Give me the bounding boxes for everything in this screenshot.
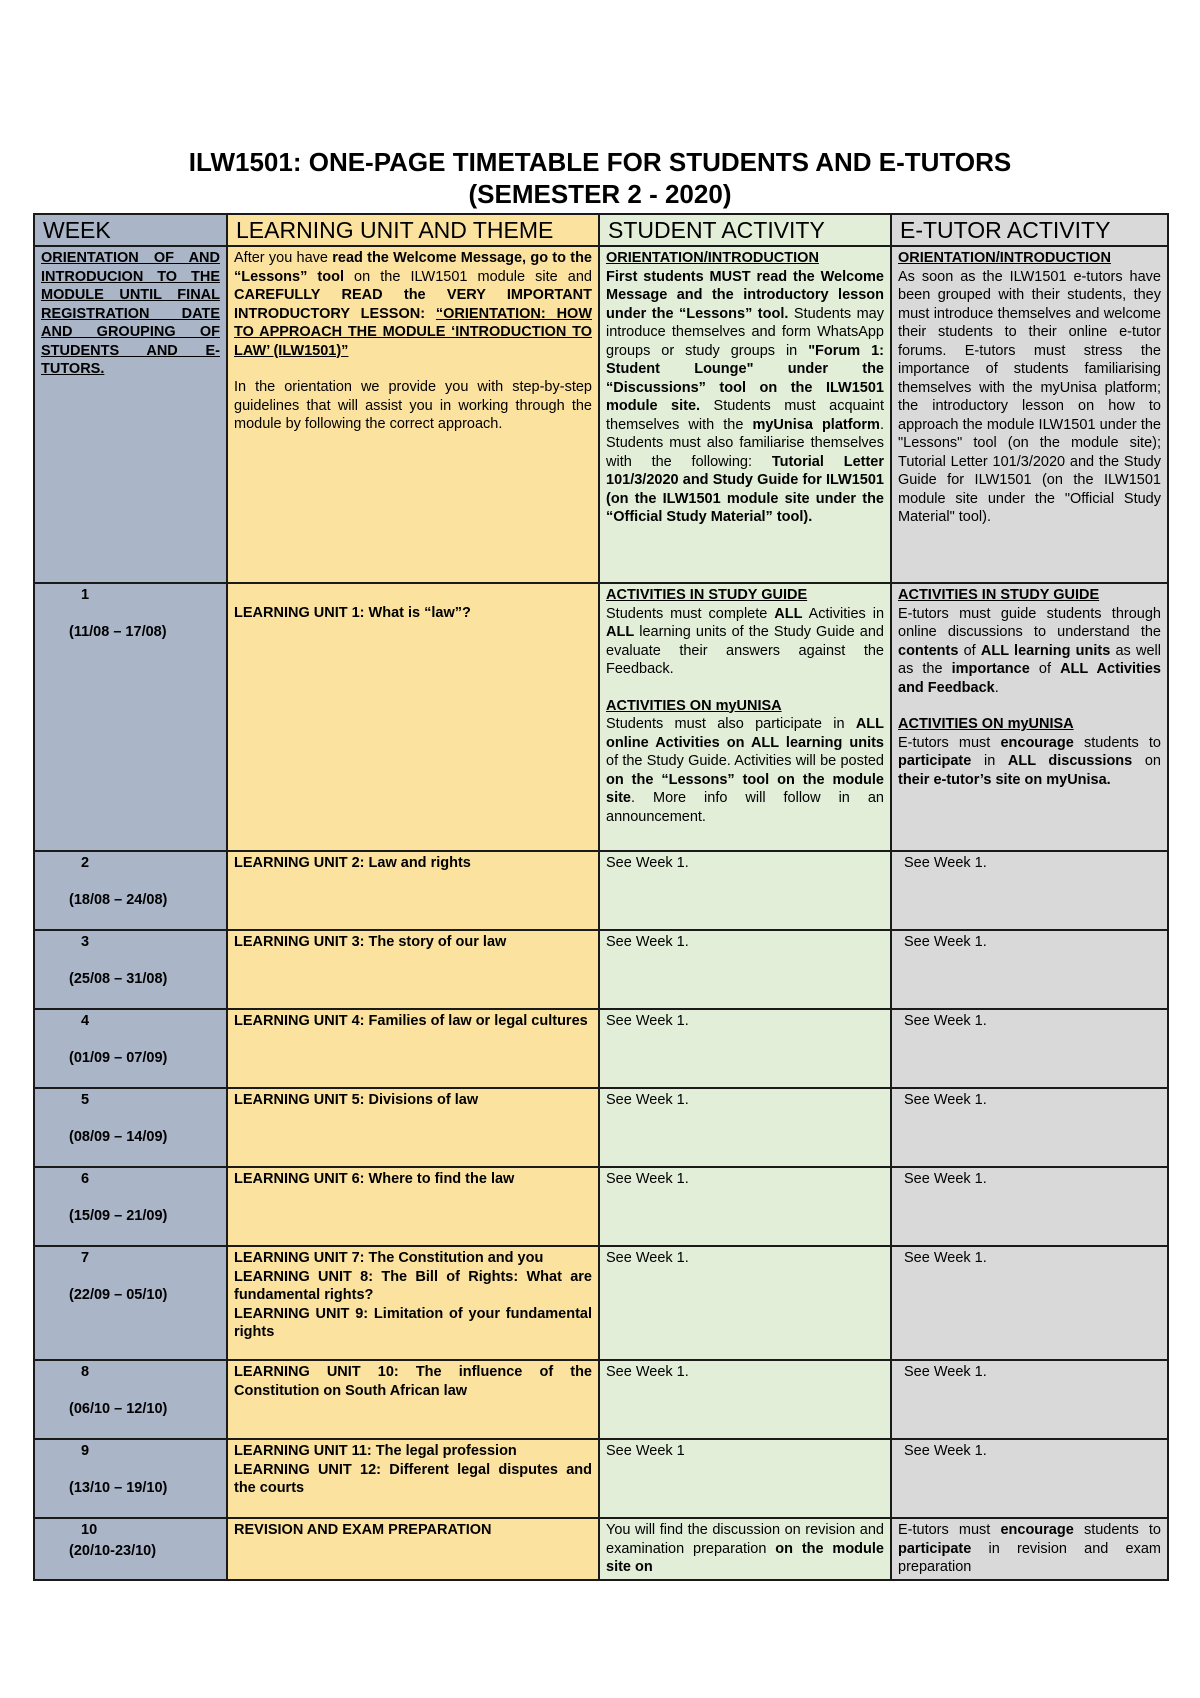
orientation-student-heading: ORIENTATION/INTRODUCTION — [606, 250, 819, 266]
student-myunisa-text — [606, 715, 884, 826]
text-run: Tutorial Letter 101/3/2020 and Study Guide for ILW1501 (on the ILW1501 module site under the “Official Study Material” tool). — [606, 453, 884, 525]
learning-unit-title: LEARNING UNIT 5: Divisions of law — [234, 1092, 479, 1108]
week-row — [34, 1167, 1168, 1246]
student-activity-cell: See Week 1. — [599, 1009, 891, 1088]
text-run: "Forum 1: Student Lounge" under the “Discussions” tool on the ILW1501 module site. — [606, 342, 884, 414]
text-run: students to — [1073, 1522, 1161, 1538]
week-dates: (15/09 – 21/09) — [69, 1207, 168, 1224]
tutor-activity-cell: See Week 1. — [891, 1439, 1168, 1518]
week-number: 9 — [81, 1443, 90, 1459]
week-cell — [34, 851, 227, 930]
week-row — [34, 1439, 1168, 1518]
text-run: First students MUST read the Welcome Message and the introductory lesson under the “Lessons” tool. — [606, 268, 884, 322]
week-10-student-cell — [599, 1518, 891, 1580]
week-dates: (06/10 – 12/10) — [69, 1400, 168, 1417]
week-dates: (22/09 – 05/10) — [69, 1286, 168, 1303]
week-number: 3 — [81, 934, 90, 950]
orientation-week-cell: ORIENTATION OF AND INTRODUCION TO THE MODULE UNTIL FINAL REGISTRATION DATE AND GROUPING OF STUDENTS AND E-TUTORS. — [34, 246, 227, 583]
week-1-unit-cell — [227, 583, 599, 851]
week-row — [34, 1360, 1168, 1439]
learning-unit-cell — [227, 930, 599, 1009]
text-run: importance — [951, 661, 1030, 677]
text-run: on the ILW1501 module site and — [343, 268, 592, 285]
learning-unit-title: LEARNING UNIT 2: Law and rights — [234, 855, 471, 871]
text-run: in revision and exam preparation — [898, 1540, 1161, 1575]
student-activity-cell: See Week 1. — [599, 1246, 891, 1360]
student-study-guide-heading: ACTIVITIES IN STUDY GUIDE — [606, 587, 808, 603]
week-number: 1 — [81, 587, 90, 603]
header-row — [34, 214, 1168, 246]
week-1-tutor-cell — [891, 583, 1168, 851]
student-activity-cell: See Week 1. — [599, 1088, 891, 1167]
text-run: ALL — [774, 605, 803, 622]
title-line-1: ILW1501: ONE-PAGE TIMETABLE FOR STUDENTS AND E-TUTORS — [188, 147, 1012, 177]
text-run: . — [994, 679, 999, 696]
timetable — [33, 213, 1169, 1581]
week-cell — [34, 1439, 227, 1518]
text-run: encourage — [1000, 1522, 1074, 1538]
learning-unit-title: LEARNING UNIT 7: The Constitution and you — [234, 1250, 544, 1266]
learning-unit-title: LEARNING UNIT 12: Different legal disputes and the courts — [234, 1461, 592, 1496]
text-run: read the Welcome Message, go to the “Lessons” tool — [234, 250, 593, 285]
text-run: of the Study Guide. Activities will be posted — [606, 753, 884, 769]
text-run: of — [958, 642, 981, 659]
text-run: E-tutors must — [898, 1522, 1001, 1538]
text-run: learning units of the Study Guide and evaluate their answers against the Feedback. — [606, 624, 884, 677]
week-1-cell — [34, 583, 227, 851]
week-cell — [34, 1167, 227, 1246]
header-week: WEEK — [34, 214, 227, 246]
text-run: their e-tutor’s site on myUnisa. — [898, 771, 1111, 788]
week-row — [34, 1246, 1168, 1360]
orientation-lesson-title: “ORIENTATION: HOW TO APPROACH THE MODULE ‘INTRODUCTION TO LAW’ (ILW1501)” — [234, 305, 593, 359]
text-run: participate — [898, 1540, 972, 1557]
week-10-row — [34, 1518, 1168, 1580]
text-run: . More info will follow in an announcement. — [606, 790, 884, 825]
student-activity-cell: See Week 1. — [599, 1167, 891, 1246]
tutor-study-guide-text — [898, 605, 1161, 698]
weeks-body — [34, 851, 1168, 1518]
text-run: You will find the discussion on revision and examination preparation — [606, 1522, 884, 1557]
week-10-cell — [34, 1518, 227, 1580]
text-run: of — [1029, 661, 1061, 677]
student-activity-cell: See Week 1. — [599, 930, 891, 1009]
orientation-unit-cell — [227, 246, 599, 583]
spacer — [606, 679, 884, 697]
learning-unit-title: LEARNING UNIT 4: Families of law or legal cultures — [234, 1013, 588, 1029]
week-cell — [34, 930, 227, 1009]
text-run: on the “Lessons” tool on the module site — [606, 771, 884, 806]
header-etutor-activity: E-TUTOR ACTIVITY — [891, 214, 1168, 246]
text-run: ALL discussions — [1007, 753, 1133, 769]
week-row — [34, 1088, 1168, 1167]
learning-unit-title: LEARNING UNIT 1: What is “law”? — [234, 605, 471, 621]
learning-unit-cell — [227, 851, 599, 930]
week-number: 2 — [81, 855, 90, 871]
tutor-activity-cell: See Week 1. — [891, 1246, 1168, 1360]
week-cell — [34, 1360, 227, 1439]
student-myunisa-heading: ACTIVITIES ON myUNISA — [606, 697, 782, 714]
learning-unit-title: LEARNING UNIT 8: The Bill of Rights: What are fundamental rights? — [234, 1268, 592, 1303]
week-cell — [34, 1088, 227, 1167]
text-run: CAREFULLY READ the VERY IMPORTANT INTRODUCTORY LESSON: — [234, 287, 592, 322]
week-dates: (25/08 – 31/08) — [69, 970, 168, 987]
orientation-tutor-text: As soon as the ILW1501 e-tutors have been grouped with their students, they must introduce themselves and welcome their students to their online e-tutor forums. E-tutors must stress the importance of students familiarising themselves with the myUnisa platform; the introductory lesson on how to approach the module ILW1501 under the "Lessons" tool (on the module site); Tutorial Letter 101/3/2020 and the Study Guide for ILW1501 (on the ILW1501 module site under the "Official Study Material" tool). — [898, 268, 1161, 525]
learning-unit-cell — [227, 1439, 599, 1518]
week-dates: (08/09 – 14/09) — [69, 1128, 168, 1145]
week-number: 6 — [81, 1171, 90, 1187]
week-1-row — [34, 583, 1168, 851]
text-run: Students must also participate in — [606, 716, 856, 732]
student-study-guide-text — [606, 605, 884, 679]
orientation-row — [34, 246, 1168, 583]
text-run: Students must complete — [606, 605, 775, 622]
orientation-unit-para-1 — [234, 249, 592, 360]
text-run: encourage — [1000, 734, 1074, 751]
learning-unit-cell — [227, 1360, 599, 1439]
week-dates: (13/10 – 19/10) — [69, 1479, 168, 1496]
week-row — [34, 1009, 1168, 1088]
tutor-activity-cell: See Week 1. — [891, 1009, 1168, 1088]
text-run: on — [1132, 753, 1161, 769]
tutor-myunisa-heading: ACTIVITIES ON myUNISA — [898, 716, 1074, 732]
week-dates: (18/08 – 24/08) — [69, 891, 168, 908]
orientation-student-cell — [599, 246, 891, 583]
text-run: in — [971, 753, 1008, 769]
week-number: 8 — [81, 1364, 90, 1380]
title-line-2: (SEMESTER 2 - 2020) — [468, 179, 732, 209]
text-run: ALL Activities and Feedback — [898, 661, 1161, 696]
text-run: participate — [898, 753, 972, 769]
text-run: . Students must also familiarise themselves with the following: — [606, 416, 884, 470]
orientation-unit-para-2: In the orientation we provide you with step-by-step guidelines that will assist you in working through the module by following the correct approach. — [234, 379, 592, 432]
tutor-activity-cell: See Week 1. — [891, 1360, 1168, 1439]
header-unit: LEARNING UNIT AND THEME — [227, 214, 599, 246]
week-row — [34, 851, 1168, 930]
week-dates: (01/09 – 07/09) — [69, 1049, 168, 1066]
text-run: ALL online Activities on ALL learning units — [606, 716, 884, 751]
text-run: After you have — [234, 250, 333, 266]
page-title — [0, 146, 1200, 210]
spacer — [234, 360, 592, 378]
week-dates: (11/08 – 17/08) — [69, 623, 167, 640]
text-run: Students may introduce themselves and form WhatsApp groups or study groups in — [606, 305, 884, 359]
week-cell — [34, 1009, 227, 1088]
spacer — [234, 586, 592, 604]
orientation-student-text — [606, 268, 884, 527]
text-run: on the module site on — [606, 1540, 884, 1575]
header-student-activity: STUDENT ACTIVITY — [599, 214, 891, 246]
week-10-tutor-cell — [891, 1518, 1168, 1580]
learning-unit-cell — [227, 1088, 599, 1167]
text-run: as well as the — [898, 642, 1161, 677]
tutor-activity-cell: See Week 1. — [891, 1167, 1168, 1246]
text-run: Activities in — [802, 605, 885, 622]
week-cell — [34, 1246, 227, 1360]
learning-unit-title: REVISION AND EXAM PREPARATION — [234, 1522, 492, 1538]
week-1-student-cell — [599, 583, 891, 851]
text-run: E-tutors must guide students through online discussions to understand the — [898, 605, 1161, 640]
spacer — [898, 697, 1161, 715]
learning-unit-cell — [227, 1246, 599, 1360]
text-run: Students must acquaint themselves with the — [606, 398, 884, 433]
tutor-activity-cell: See Week 1. — [891, 851, 1168, 930]
tutor-myunisa-text — [898, 734, 1161, 790]
week-number: 10 — [81, 1522, 98, 1538]
student-activity-cell: See Week 1. — [599, 1360, 891, 1439]
text-run: students to — [1073, 734, 1161, 751]
text-run: E-tutors must — [898, 734, 1001, 751]
learning-unit-cell — [227, 1167, 599, 1246]
text-run: ALL — [606, 624, 635, 640]
learning-unit-title: LEARNING UNIT 11: The legal profession — [234, 1443, 517, 1459]
learning-unit-title: LEARNING UNIT 9: Limitation of your fundamental rights — [234, 1305, 592, 1340]
orientation-tutor-heading: ORIENTATION/INTRODUCTION — [898, 250, 1111, 266]
week-number: 4 — [81, 1013, 90, 1029]
orientation-tutor-cell — [891, 246, 1168, 583]
learning-unit-title: LEARNING UNIT 10: The influence of the Constitution on South African law — [234, 1364, 592, 1399]
tutor-activity-cell: See Week 1. — [891, 1088, 1168, 1167]
week-number: 5 — [81, 1092, 90, 1108]
learning-unit-title: LEARNING UNIT 3: The story of our law — [234, 934, 507, 950]
text-run: contents — [898, 642, 959, 659]
tutor-study-guide-heading: ACTIVITIES IN STUDY GUIDE — [898, 587, 1100, 603]
week-dates: (20/10-23/10) — [69, 1542, 157, 1559]
week-row — [34, 930, 1168, 1009]
tutor-activity-cell: See Week 1. — [891, 930, 1168, 1009]
learning-unit-cell — [227, 1009, 599, 1088]
week-number: 7 — [81, 1250, 90, 1266]
text-run: ALL learning units — [980, 642, 1111, 659]
student-activity-cell: See Week 1 — [599, 1439, 891, 1518]
week-10-unit-cell — [227, 1518, 599, 1580]
text-run: myUnisa platform — [752, 416, 880, 433]
learning-unit-title: LEARNING UNIT 6: Where to find the law — [234, 1171, 515, 1187]
student-activity-cell: See Week 1. — [599, 851, 891, 930]
